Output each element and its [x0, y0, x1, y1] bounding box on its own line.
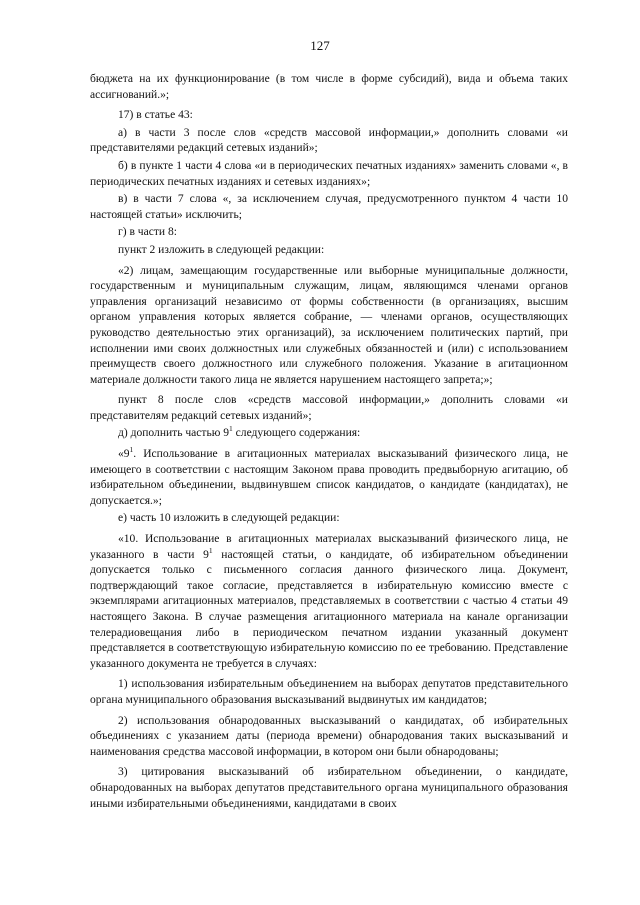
paragraph-clause-8: пункт 8 после слов «средств массовой информации,» дополнить словами «и представителям редакций сетевых изданий»;: [90, 394, 568, 422]
paragraph-item-17: 17) в статье 43:: [118, 109, 193, 122]
part-9-1-superscript: 1: [129, 445, 134, 455]
part-10-text-end: настоящей статьи, о кандидате, об избирательном объединении допускается только с письменного согласия данного физического лица. Документ, подтверждающий такое согласие, представляется в избирательную комиссию вместе с экземплярами агитационных материалов, представляемых в соответствии с частью 4 статьи 49 настоящего Закона. В случае размещения агитационного материала на канале организации телерадиовещания либо в периодическом печатном издании указанный документ представляется в соответствующую избирательную комиссию по ее требованию. Представление указанного документа не требуется в случаях:: [90, 548, 569, 670]
part-9-1-text: . Использование в агитационных материалах высказываний физического лица, не имеющего в соответствии с настоящим Законом права проводить предвыборную агитацию, об избирательном объединении, выдвинувшем список кандидатов, о кандидате (кандидатах), не допускается.»;: [90, 448, 568, 507]
paragraph-part-9-1: [90, 447, 568, 509]
paragraph-case-1: 1) использования избирательным объединением на выборах депутатов представительного органа муниципального образования высказываний выдвинутых им кандидатов;: [90, 678, 568, 706]
page-number: 127: [310, 38, 330, 53]
part-9-1-number: «9: [118, 448, 130, 461]
paragraph-subitem-b: б) в пункте 1 части 4 слова «и в периодических печатных изданиях» заменить словами «, в периодических печатных изданиях и сетевых изданиях»;: [90, 159, 568, 188]
paragraph-subitem-a: а) в части 3 после слов «средств массовой информации,» дополнить словами «и представителями редакций сетевых изданий»;: [90, 126, 568, 155]
subitem-d-superscript: 1: [229, 424, 233, 434]
paragraph-subitem-v: в) в части 7 слова «, за исключением случая, предусмотренного пунктом 4 части 10 настоящей статьи» исключить;: [90, 193, 568, 221]
paragraph-subitem-e: е) часть 10 изложить в следующей редакции:: [118, 512, 340, 525]
paragraph-subitem-g: г) в части 8:: [118, 226, 177, 239]
subitem-d-text-end: следующего содержания:: [232, 427, 361, 440]
document-body: [90, 72, 568, 812]
subitem-d-text: д) дополнить частью 9: [118, 427, 230, 440]
paragraph-clause-2-intro: пункт 2 изложить в следующей редакции:: [118, 243, 325, 256]
paragraph-case-2: 2) использования обнародованных высказываний о кандидатах, об избирательных объединениях с указанием даты (периода времени) обнародования таких высказываний и наименования средства массовой информации, в котором они были обнародованы;: [90, 714, 568, 758]
paragraph-subitem-d: [90, 426, 568, 442]
paragraph-clause-2-text: «2) лицам, замещающим государственные или выборные муниципальные должности, государственным и муниципальным служащим, лицам, являющимся членами органов управления организаций независимо от формы собственности (в организациях, высшим органом управления которых является собрание, — членами органов, осуществляющих руководство деятельностью этих организаций), за исключением политических партий, при исполнении ими своих должностных или служебных обязанностей и (или) с использованием преимуществ своего должностного или служебного положения. Указание в агитационном материале должности такого лица не является нарушением настоящего запрета;»;: [90, 264, 568, 386]
paragraph-part-10: [90, 532, 568, 672]
paragraph-budget-continuation: бюджета на их функционирование (в том числе в форме субсидий), вида и объема таких ассигнований.»;: [90, 73, 568, 101]
part-10-superscript: 1: [208, 545, 213, 555]
paragraph-case-3: 3) цитирования высказываний об избирательном объединении, о кандидате, обнародованных на выборах депутатов представительного органа муниципального образования иными избирательными объединениями, кандидатами в своих: [90, 766, 568, 810]
part-10-text: «10. Использование в агитационных материалах высказываний физического лица, не указанного в части 9: [90, 533, 568, 561]
